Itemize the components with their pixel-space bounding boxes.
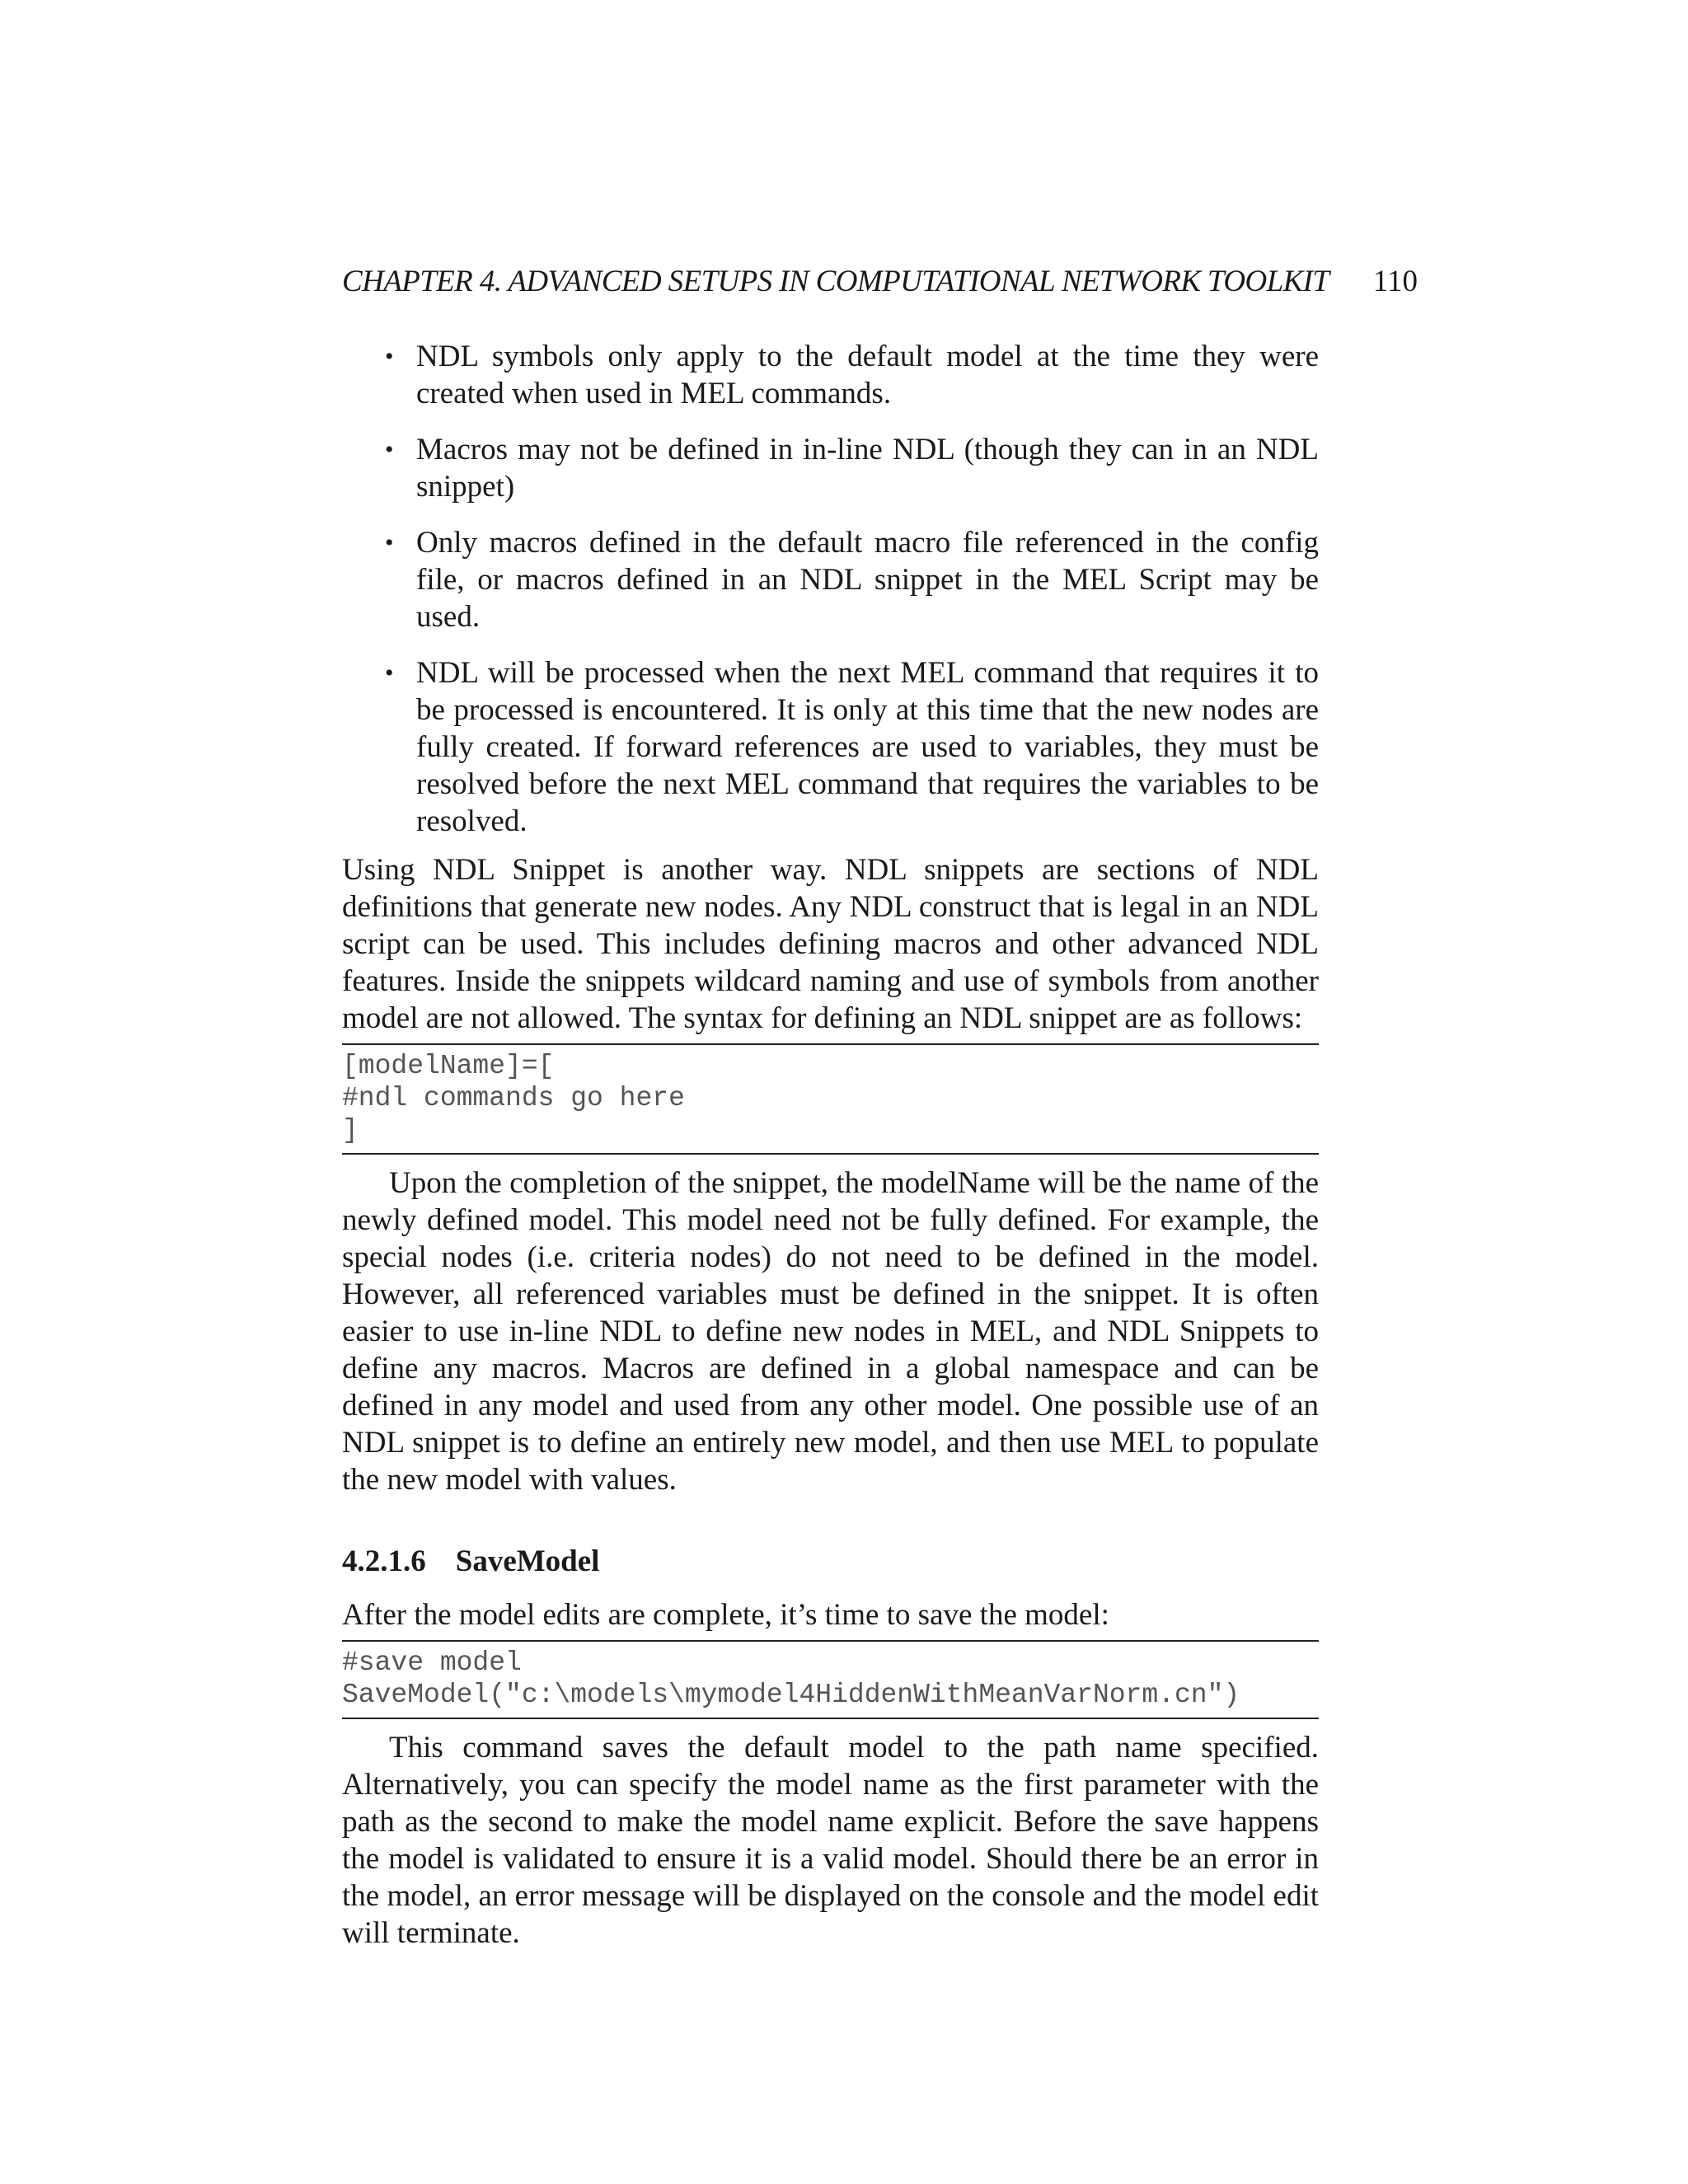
bullet-icon: • bbox=[385, 343, 394, 370]
bullet-icon: • bbox=[385, 529, 394, 556]
running-header bbox=[342, 264, 1418, 300]
list-item bbox=[342, 654, 1319, 840]
bullet-list bbox=[342, 338, 1319, 840]
section-number: 4.2.1.6 bbox=[342, 1544, 426, 1578]
save-model-code-block bbox=[342, 1640, 1319, 1719]
section-heading bbox=[342, 1543, 1319, 1580]
snippet-intro-paragraph: Using NDL Snippet is another way. NDL snippets are sections of NDL definitions that generate new nodes. Any NDL construct that is legal in an NDL script can be used. This includes defining macros and other advanced NDL features. Inside the snippets wildcard naming and use of symbols from another model are not allowed. The syntax for defining an NDL snippet are as follows: bbox=[342, 853, 1319, 1035]
ndl-snippet-code-block bbox=[342, 1043, 1319, 1155]
list-item bbox=[342, 338, 1319, 412]
list-item-text: Macros may not be defined in in-line NDL (though they can in an NDL snippet) bbox=[416, 433, 1319, 504]
chapter-title: CHAPTER 4. ADVANCED SETUPS IN COMPUTATIONAL NETWORK TOOLKIT bbox=[342, 265, 1329, 298]
bullet-icon: • bbox=[385, 659, 394, 687]
list-item-text: Only macros defined in the default macro file referenced in the config file, or macros defined in an NDL snippet in the MEL Script may be used. bbox=[416, 526, 1319, 634]
list-item bbox=[342, 431, 1319, 505]
code-line: SaveModel("c:\models\mymodel4HiddenWithMeanVarNorm.cn") bbox=[342, 1680, 1240, 1710]
bullet-icon: • bbox=[385, 436, 394, 463]
list-item-text: NDL will be processed when the next MEL command that requires it to be processed is encountered. It is only at this time that the new nodes are fully created. If forward references are used to variables, they must be resolved before the next MEL command that requires the variables to be resolved. bbox=[416, 656, 1319, 838]
list-item-text: NDL symbols only apply to the default model at the time they were created when used in MEL commands. bbox=[416, 340, 1319, 410]
save-intro-paragraph: After the model edits are complete, it’s time to save the model: bbox=[342, 1598, 1109, 1632]
document-page bbox=[342, 264, 1418, 1952]
code-line: #save model bbox=[342, 1647, 522, 1678]
code-line: [modelName]=[ bbox=[342, 1051, 555, 1081]
save-explanation-paragraph: This command saves the default model to the path name specified. Alternatively, you can specify the model name as the first parameter with the path as the second to make the model name explicit. Before the save happens the model is validated to ensure it is a valid model. Should there be an error in the model, an error message will be displayed on the console and the model edit will terminate. bbox=[342, 1731, 1319, 1950]
page-number: 110 bbox=[1372, 265, 1418, 298]
list-item bbox=[342, 524, 1319, 635]
snippet-explanation-paragraph: Upon the completion of the snippet, the modelName will be the name of the newly defined model. This model need not be fully defined. For example, the special nodes (i.e. criteria nodes) do not need to be defined in the model. However, all referenced variables must be defined in the snippet. It is often easier to use in-line NDL to define new nodes in MEL, and NDL Snippets to define any macros. Macros are defined in a global namespace and can be defined in any model and used from any other model. One possible use of an NDL snippet is to define an entirely new model, and then use MEL to populate the new model with values. bbox=[342, 1166, 1319, 1497]
section-title: SaveModel bbox=[455, 1544, 600, 1578]
code-line: ] bbox=[342, 1115, 359, 1146]
code-line: #ndl commands go here bbox=[342, 1083, 685, 1113]
